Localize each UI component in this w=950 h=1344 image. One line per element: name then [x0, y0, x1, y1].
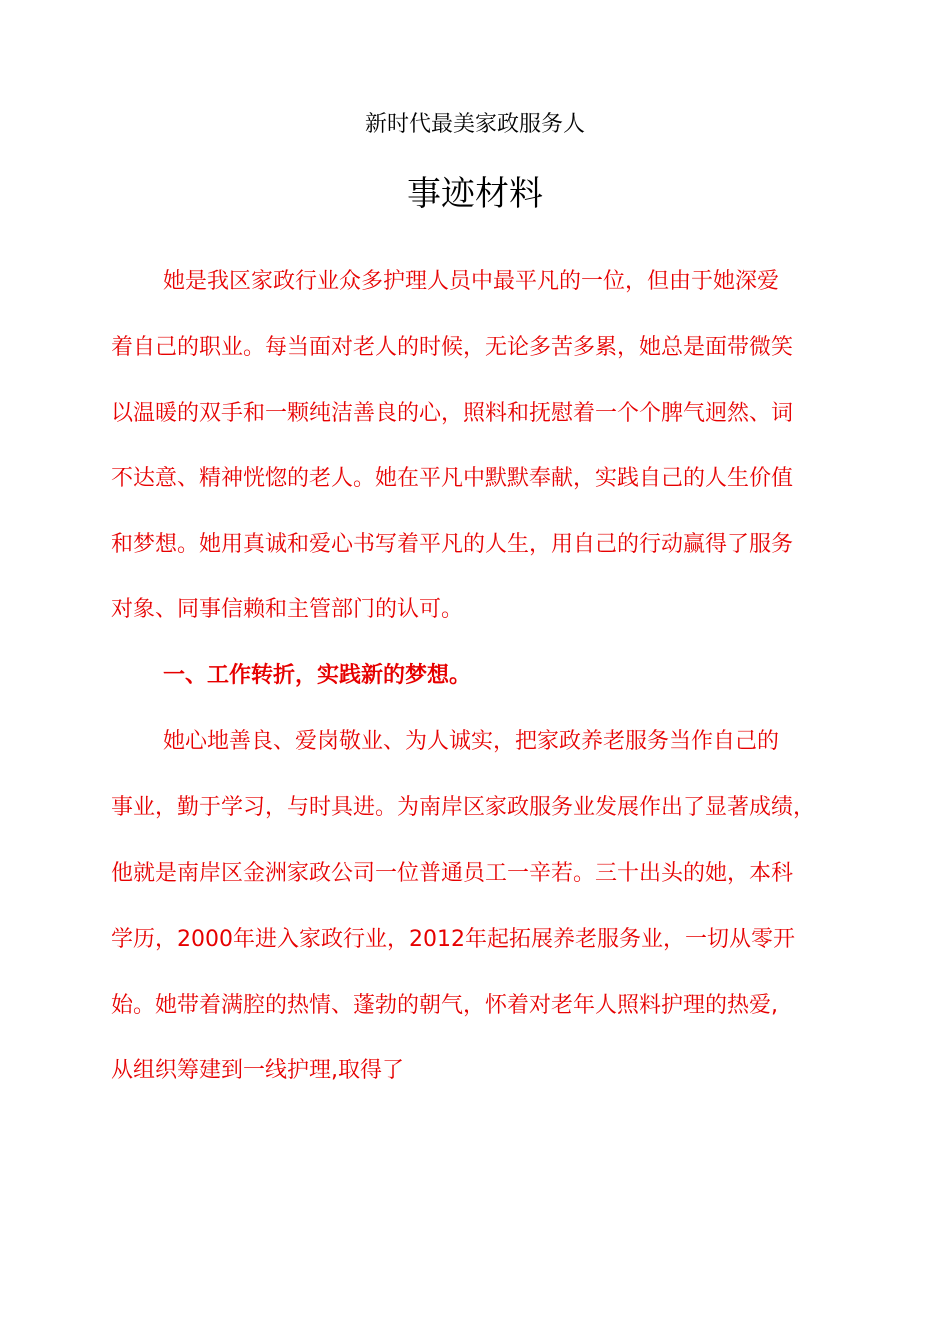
paragraph-1-line: 不达意、精神恍惚的老人。她在平凡中默默奉献，实践自己的人生价值 [111, 466, 794, 491]
paragraph-2-line: 她心地善良、爱岗敬业、为人诚实，把家政养老服务当作自己的 [163, 729, 780, 754]
paragraph-2-line: 学历，2000年进入家政行业，2012年起拓展养老服务业，一切从零开 [111, 927, 795, 952]
paragraph-1-line: 和梦想。她用真诚和爱心书写着平凡的人生，用自己的行动赢得了服务 [111, 532, 794, 557]
paragraph-2-line: 始。她带着满腔的热情、蓬勃的朝气，怀着对老年人照料护理的热爱, [111, 993, 778, 1018]
section-heading: 一、工作转折，实践新的梦想。 [163, 663, 472, 688]
paragraph-1-line: 着自己的职业。每当面对老人的时候，无论多苦多累，她总是面带微笑 [111, 335, 794, 360]
document-title: 事迹材料 [407, 174, 543, 214]
paragraph-2-line: 他就是南岸区金洲家政公司一位普通员工一辛若。三十出头的她，本科 [111, 861, 794, 886]
paragraph-1-line: 以温暖的双手和一颗纯洁善良的心，照料和抚慰着一个个脾气迥然、词 [111, 401, 794, 426]
paragraph-1-line: 对象、同事信赖和主管部门的认可。 [111, 597, 464, 622]
paragraph-2-line: 从组织筹建到一线护理,取得了 [111, 1058, 404, 1083]
paragraph-2-line: 事业，勤于学习，与时具进。为南岸区家政服务业发展作出了显著成绩， [111, 795, 816, 820]
paragraph-1-line: 她是我区家政行业众多护理人员中最平凡的一位，但由于她深爱 [163, 269, 780, 294]
document-subtitle: 新时代最美家政服务人 [364, 112, 585, 137]
